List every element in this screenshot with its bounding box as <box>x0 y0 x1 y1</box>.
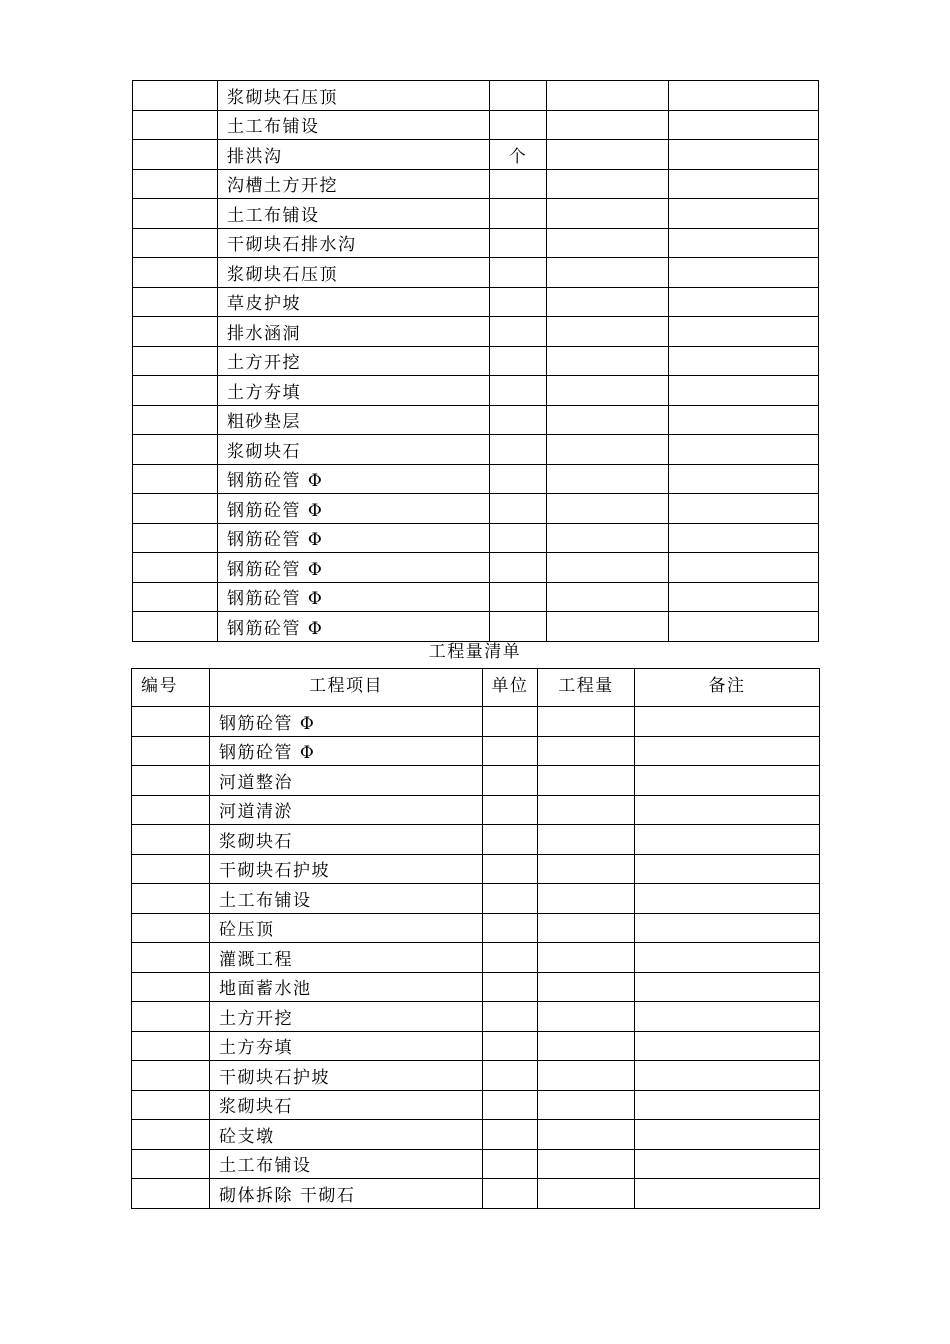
header-unit: 单位 <box>483 669 538 707</box>
cell-note <box>635 707 820 737</box>
cell-item: 草皮护坡 <box>218 287 490 317</box>
cell-qty <box>547 464 669 494</box>
cell-note <box>635 1002 820 1032</box>
cell-unit <box>490 582 547 612</box>
cell-no <box>133 169 218 199</box>
cell-no <box>132 943 210 973</box>
cell-no <box>133 553 218 583</box>
cell-note <box>669 140 819 170</box>
table-row <box>132 1090 820 1120</box>
cell-item: 土工布铺设 <box>218 110 490 140</box>
cell-no <box>133 110 218 140</box>
cell-item: 河道整治 <box>210 766 483 796</box>
cell-qty <box>538 913 635 943</box>
cell-qty <box>547 494 669 524</box>
cell-note <box>669 199 819 229</box>
cell-note <box>669 81 819 111</box>
cell-item: 地面蓄水池 <box>210 972 483 1002</box>
cell-no <box>133 376 218 406</box>
quantity-table-continued <box>132 80 819 642</box>
table-row <box>132 766 820 796</box>
table-row <box>133 464 819 494</box>
table-row <box>132 913 820 943</box>
cell-note <box>669 317 819 347</box>
cell-unit <box>483 1179 538 1209</box>
cell-unit <box>483 1061 538 1091</box>
cell-qty <box>538 736 635 766</box>
cell-note <box>669 346 819 376</box>
cell-note <box>635 972 820 1002</box>
cell-item: 钢筋砼管 Φ <box>218 582 490 612</box>
cell-item: 钢筋砼管 Φ <box>210 707 483 737</box>
cell-item: 浆砌块石 <box>210 1090 483 1120</box>
cell-note <box>635 943 820 973</box>
cell-unit <box>483 1031 538 1061</box>
cell-qty <box>538 854 635 884</box>
cell-item: 浆砌块石 <box>218 435 490 465</box>
cell-item: 土方开挖 <box>210 1002 483 1032</box>
table-row <box>132 1061 820 1091</box>
table-row <box>132 1149 820 1179</box>
cell-unit <box>483 1002 538 1032</box>
cell-no <box>133 81 218 111</box>
cell-note <box>669 582 819 612</box>
cell-no <box>132 825 210 855</box>
cell-unit <box>483 766 538 796</box>
cell-no <box>132 1002 210 1032</box>
cell-note <box>635 1120 820 1150</box>
cell-unit <box>490 435 547 465</box>
cell-note <box>635 1061 820 1091</box>
cell-qty <box>547 110 669 140</box>
cell-note <box>635 1149 820 1179</box>
cell-item: 土工布铺设 <box>210 1149 483 1179</box>
cell-note <box>635 1031 820 1061</box>
cell-note <box>635 884 820 914</box>
cell-item: 河道清淤 <box>210 795 483 825</box>
header-qty: 工程量 <box>538 669 635 707</box>
cell-unit <box>483 825 538 855</box>
cell-unit <box>483 913 538 943</box>
cell-qty <box>547 582 669 612</box>
cell-note <box>635 736 820 766</box>
cell-no <box>133 464 218 494</box>
cell-qty <box>547 169 669 199</box>
cell-no <box>133 582 218 612</box>
cell-no <box>133 228 218 258</box>
cell-unit <box>483 1090 538 1120</box>
cell-qty <box>547 317 669 347</box>
cell-qty <box>538 1090 635 1120</box>
cell-item: 钢筋砼管 Φ <box>218 523 490 553</box>
cell-qty <box>547 81 669 111</box>
cell-item: 土工布铺设 <box>210 884 483 914</box>
cell-no <box>132 1120 210 1150</box>
cell-qty <box>538 1120 635 1150</box>
cell-qty <box>538 707 635 737</box>
cell-unit <box>483 884 538 914</box>
table-row <box>133 494 819 524</box>
table-row <box>132 707 820 737</box>
cell-no <box>132 884 210 914</box>
cell-note <box>669 287 819 317</box>
table-row <box>132 854 820 884</box>
cell-qty <box>538 1002 635 1032</box>
cell-no <box>132 707 210 737</box>
table-caption: 工程量清单 <box>428 642 522 662</box>
cell-unit <box>490 317 547 347</box>
cell-qty <box>538 825 635 855</box>
cell-item: 土工布铺设 <box>218 199 490 229</box>
cell-item: 浆砌块石压顶 <box>218 81 490 111</box>
cell-item: 钢筋砼管 Φ <box>218 553 490 583</box>
table-row <box>133 435 819 465</box>
cell-unit <box>483 736 538 766</box>
cell-qty <box>538 1061 635 1091</box>
cell-no <box>133 317 218 347</box>
table-row <box>132 1002 820 1032</box>
table-row <box>133 287 819 317</box>
table-row <box>132 1120 820 1150</box>
table-row <box>133 376 819 406</box>
cell-no <box>133 435 218 465</box>
cell-unit <box>490 376 547 406</box>
cell-qty <box>547 376 669 406</box>
cell-no <box>133 494 218 524</box>
table-row <box>133 258 819 288</box>
cell-note <box>669 494 819 524</box>
cell-item: 沟槽土方开挖 <box>218 169 490 199</box>
cell-note <box>635 766 820 796</box>
cell-item: 排水涵洞 <box>218 317 490 347</box>
cell-unit <box>490 494 547 524</box>
cell-no <box>132 795 210 825</box>
header-item: 工程项目 <box>210 669 483 707</box>
cell-no <box>133 140 218 170</box>
cell-qty <box>538 766 635 796</box>
table-body <box>132 707 820 1209</box>
table-row <box>133 169 819 199</box>
table-row <box>132 1179 820 1209</box>
cell-qty <box>538 943 635 973</box>
table-row <box>133 346 819 376</box>
table-row <box>133 523 819 553</box>
table-row <box>133 317 819 347</box>
cell-note <box>669 553 819 583</box>
table-row <box>133 110 819 140</box>
header-note: 备注 <box>635 669 820 707</box>
table-row <box>133 199 819 229</box>
cell-no <box>133 523 218 553</box>
cell-unit <box>490 346 547 376</box>
table-row <box>132 825 820 855</box>
cell-qty <box>547 553 669 583</box>
table-row <box>132 795 820 825</box>
cell-item: 钢筋砼管 Φ <box>210 736 483 766</box>
table-row <box>133 81 819 111</box>
cell-item: 砼支墩 <box>210 1120 483 1150</box>
cell-no <box>132 1061 210 1091</box>
cell-no <box>133 199 218 229</box>
cell-note <box>669 376 819 406</box>
cell-qty <box>547 287 669 317</box>
cell-note <box>669 405 819 435</box>
cell-note <box>669 258 819 288</box>
cell-qty <box>547 140 669 170</box>
cell-item: 浆砌块石压顶 <box>218 258 490 288</box>
cell-item: 粗砂垫层 <box>218 405 490 435</box>
cell-unit <box>490 81 547 111</box>
cell-no <box>132 1149 210 1179</box>
cell-note <box>635 1090 820 1120</box>
cell-no <box>132 854 210 884</box>
cell-unit <box>490 464 547 494</box>
cell-unit: 个 <box>490 140 547 170</box>
table-row <box>133 405 819 435</box>
cell-note <box>669 110 819 140</box>
cell-no <box>132 1179 210 1209</box>
header-no: 编号 <box>132 669 210 707</box>
cell-note <box>635 854 820 884</box>
cell-qty <box>538 1149 635 1179</box>
table-row <box>133 553 819 583</box>
cell-item: 灌溉工程 <box>210 943 483 973</box>
cell-note <box>635 795 820 825</box>
cell-item: 砼压顶 <box>210 913 483 943</box>
cell-item: 钢筋砼管 Φ <box>218 612 490 642</box>
cell-unit <box>490 228 547 258</box>
cell-item: 排洪沟 <box>218 140 490 170</box>
table-body <box>133 81 819 642</box>
table-row <box>132 972 820 1002</box>
cell-unit <box>490 110 547 140</box>
table-row <box>133 140 819 170</box>
cell-no <box>133 258 218 288</box>
cell-unit <box>490 258 547 288</box>
cell-unit <box>490 553 547 583</box>
cell-unit <box>483 972 538 1002</box>
header-row <box>132 669 820 707</box>
cell-qty <box>547 405 669 435</box>
cell-unit <box>483 1120 538 1150</box>
cell-no <box>133 346 218 376</box>
cell-item: 干砌块石排水沟 <box>218 228 490 258</box>
cell-note <box>635 913 820 943</box>
table-row <box>133 228 819 258</box>
cell-no <box>133 287 218 317</box>
table-header <box>132 669 820 707</box>
cell-no <box>133 405 218 435</box>
cell-item: 砌体拆除 干砌石 <box>210 1179 483 1209</box>
cell-note <box>669 464 819 494</box>
cell-no <box>132 736 210 766</box>
cell-qty <box>547 228 669 258</box>
cell-qty <box>547 523 669 553</box>
cell-qty <box>538 1179 635 1209</box>
quantity-table <box>131 668 820 1209</box>
cell-item: 土方开挖 <box>218 346 490 376</box>
cell-unit <box>483 795 538 825</box>
cell-note <box>635 825 820 855</box>
cell-qty <box>538 1031 635 1061</box>
table-row <box>132 1031 820 1061</box>
cell-no <box>132 913 210 943</box>
cell-note <box>635 1179 820 1209</box>
cell-note <box>669 435 819 465</box>
cell-unit <box>483 854 538 884</box>
cell-qty <box>538 972 635 1002</box>
cell-qty <box>538 884 635 914</box>
cell-item: 干砌块石护坡 <box>210 854 483 884</box>
cell-item: 干砌块石护坡 <box>210 1061 483 1091</box>
cell-unit <box>490 169 547 199</box>
cell-item: 钢筋砼管 Φ <box>218 494 490 524</box>
cell-qty <box>538 795 635 825</box>
table-row <box>132 736 820 766</box>
cell-item: 钢筋砼管 Φ <box>218 464 490 494</box>
cell-unit <box>490 523 547 553</box>
cell-unit <box>483 943 538 973</box>
cell-no <box>132 766 210 796</box>
cell-unit <box>490 199 547 229</box>
cell-qty <box>547 199 669 229</box>
cell-item: 浆砌块石 <box>210 825 483 855</box>
cell-unit <box>483 707 538 737</box>
cell-note <box>669 228 819 258</box>
table-row <box>133 582 819 612</box>
cell-no <box>132 972 210 1002</box>
table-row <box>132 884 820 914</box>
cell-unit <box>483 1149 538 1179</box>
cell-no <box>132 1090 210 1120</box>
cell-unit <box>490 287 547 317</box>
cell-note <box>669 169 819 199</box>
table-row <box>132 943 820 973</box>
cell-qty <box>547 258 669 288</box>
cell-qty <box>547 435 669 465</box>
cell-note <box>669 523 819 553</box>
cell-qty <box>547 346 669 376</box>
cell-item: 土方夯填 <box>210 1031 483 1061</box>
cell-unit <box>490 405 547 435</box>
cell-item: 土方夯填 <box>218 376 490 406</box>
cell-no <box>132 1031 210 1061</box>
